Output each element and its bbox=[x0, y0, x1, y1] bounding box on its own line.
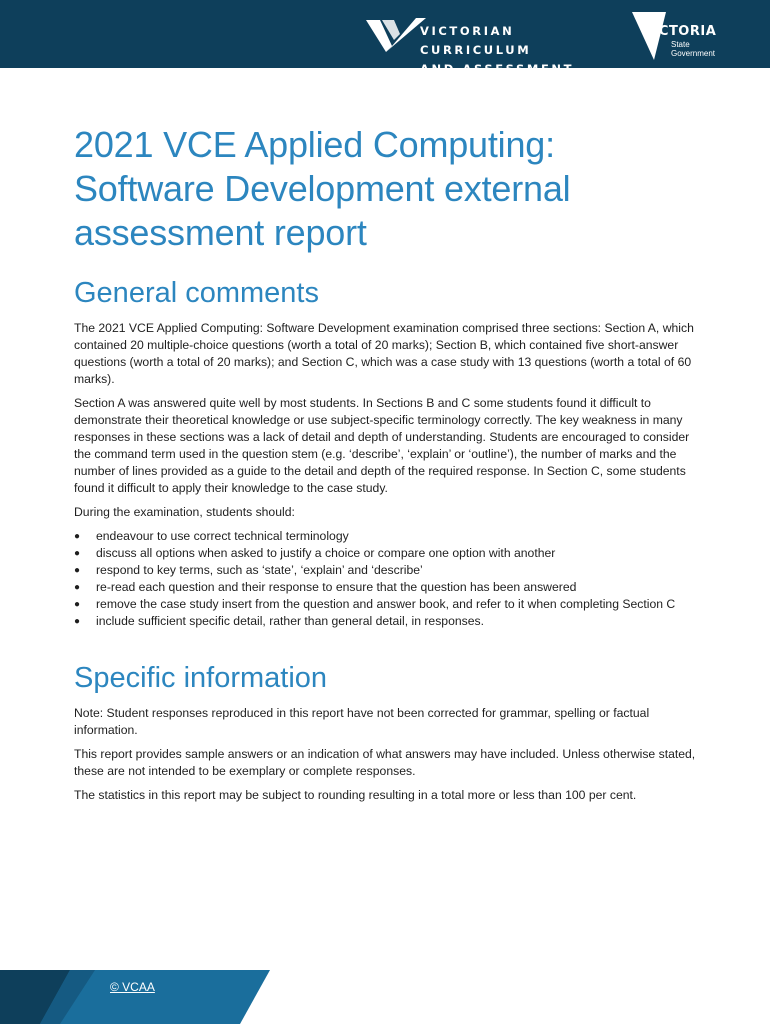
list-item bbox=[74, 579, 704, 596]
list-item-text: endeavour to use correct technical terminology bbox=[96, 529, 349, 543]
general-paragraph-3: During the examination, students should: bbox=[74, 505, 295, 519]
org-line-1: VICTORIAN CURRICULUM bbox=[420, 24, 532, 57]
list-item-text: discuss all options when asked to justify a choice or compare one option with another bbox=[96, 546, 556, 560]
list-item bbox=[74, 528, 704, 545]
list-item-text: remove the case study insert from the question and answer book, and refer to it when completing Section C bbox=[96, 597, 676, 611]
victoria-logo-word: VICTORIA bbox=[643, 24, 717, 39]
bullet-icon: ● bbox=[74, 599, 81, 610]
victoria-logo-subtitle bbox=[671, 40, 731, 58]
list-item bbox=[74, 613, 704, 630]
list-item bbox=[74, 596, 704, 613]
general-paragraph-1: The 2021 VCE Applied Computing: Software Development examination comprised three sections: Section A, which contained 20 multiple-choice questions (worth a total of 20 marks); Section B, which contained five short-answer questions (worth a total of 20 marks); and Section C, which was a case study with 13 questions (worth a total of 60 marks). bbox=[74, 321, 694, 386]
title-line-2: Software Development external bbox=[74, 168, 571, 209]
victoria-logo-sub-1: State bbox=[671, 40, 690, 49]
copyright-link[interactable]: © VCAA bbox=[110, 980, 155, 994]
title-line-1: 2021 VCE Applied Computing: bbox=[74, 124, 555, 165]
list-item bbox=[74, 562, 704, 579]
report-content bbox=[74, 123, 704, 811]
specific-paragraph-2: This report provides sample answers or an indication of what answers may have included. Unless otherwise stated, these are not intended to be exemplary or complete responses. bbox=[74, 747, 696, 778]
org-line-2: AND ASSESSMENT AUTHORITY bbox=[420, 62, 575, 95]
vcaa-name bbox=[420, 22, 620, 98]
specific-paragraph-1: Note: Student responses reproduced in this report have not been corrected for grammar, spelling or factual information. bbox=[74, 706, 650, 737]
list-item bbox=[74, 545, 704, 562]
bullet-icon: ● bbox=[74, 616, 81, 627]
general-comments-heading: General comments bbox=[74, 277, 319, 309]
title-line-3: assessment report bbox=[74, 212, 367, 253]
footer-graphic bbox=[0, 970, 270, 1024]
exam-advice-list bbox=[74, 528, 704, 630]
bullet-icon: ● bbox=[74, 582, 81, 593]
bullet-icon: ● bbox=[74, 548, 81, 559]
specific-information-heading: Specific information bbox=[74, 662, 328, 694]
list-item-text: respond to key terms, such as ‘state’, ‘explain’ and ‘describe’ bbox=[96, 563, 423, 577]
page-title bbox=[74, 123, 704, 255]
specific-paragraph-3: The statistics in this report may be subject to rounding resulting in a total more or less than 100 per cent. bbox=[74, 788, 637, 802]
list-item-text: include sufficient specific detail, rather than general detail, in responses. bbox=[96, 614, 484, 628]
general-paragraph-2: Section A was answered quite well by most students. In Sections B and C some students found it difficult to demonstrate their theoretical knowledge or use subject-specific terminology correctly. The key weakness in many responses in these sections was a lack of detail and depth of understanding. Students are encouraged to consider the command term used in the question stem (e.g. ‘describe’, ‘explain’ or ‘outline’), the number of marks and the number of lines provided as a guide to the detail and depth of the required response. In Section C, some students found it difficult to apply their knowledge to the case study. bbox=[74, 396, 690, 495]
bullet-icon: ● bbox=[74, 565, 81, 576]
bullet-icon: ● bbox=[74, 531, 81, 542]
victoria-logo-sub-2: Government bbox=[671, 49, 716, 58]
list-item-text: re-read each question and their response to ensure that the question has been answered bbox=[96, 580, 577, 594]
